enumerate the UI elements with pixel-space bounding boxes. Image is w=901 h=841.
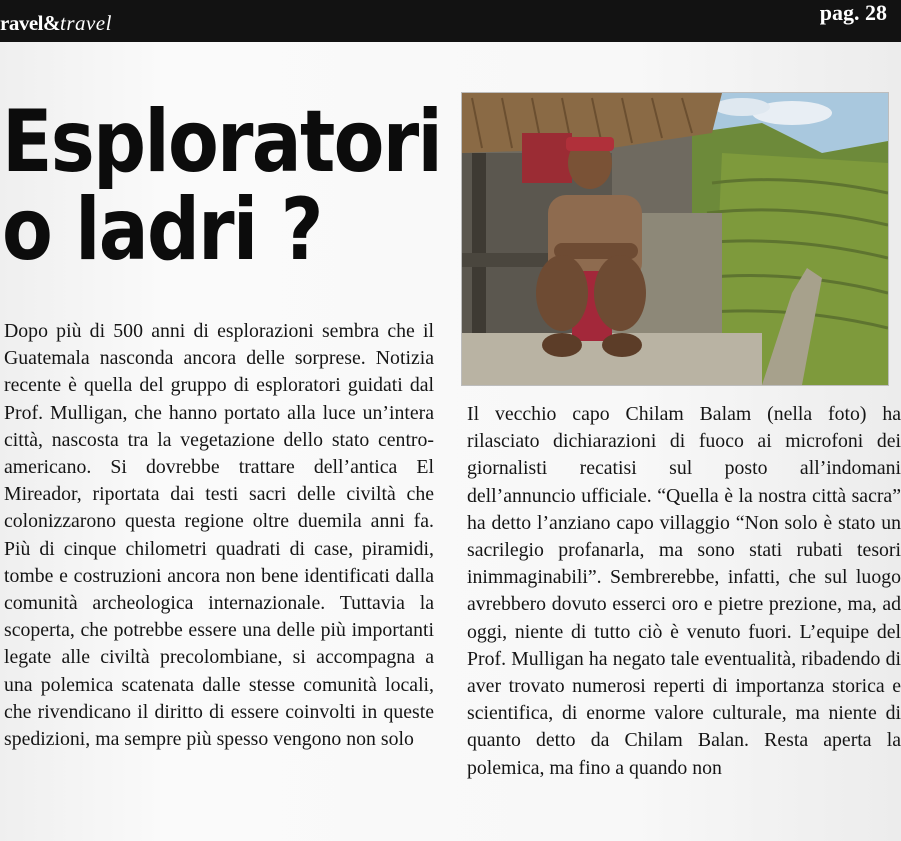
section-name-bold: ravel& <box>0 11 60 35</box>
section-name-italic: travel <box>59 11 112 35</box>
section-name <box>0 11 112 35</box>
article-photo <box>461 92 889 386</box>
headline-line-1: Esploratori <box>2 92 442 192</box>
photo-illustration <box>462 93 888 385</box>
article-column-2: Il vecchio capo Chilam Balam (nella foto) ha rilasciato dichiarazioni di fuoco ai microfoni dei giornalisti recatisi sul posto all’indomani dell’annuncio ufficiale. “Quella è la nostra città sacra” ha detto l’anziano capo villaggio “Non solo è stato un sacrilegio profanarla, ma sono stati rubati tesori inimmaginabili”. Sembrerebbe, infatti, che sul luogo avrebbero dovuto esserci oro e pietre prezione, ma, ad oggi, niente di tutto ciò è venuto fuori. L’equipe del Prof. Mulligan ha negato tale eventualità, ribadendo di aver trovato numerosi reperti di importanza storica e scientifica, di enorme valore culturale, ma niente di quanto detto da Chilam Balan. Resta aperta la polemica, ma fino a quando non <box>467 403 901 779</box>
headline-line-2: o ladri ? <box>2 180 322 280</box>
photo-headband <box>566 137 614 151</box>
article-headline <box>2 92 442 280</box>
article-column-1: Dopo più di 500 anni di esplorazioni sembra che il Guatemala nasconda ancora delle sorprese. Notizia recente è quella del gruppo di esploratori guidati dal Prof. Mulligan, che hanno portato alla luce un’intera città, nascosta tra la vegetazione dello stato centro-americano. Si dovrebbe trattare dell’antica El Mireador, riportata dai testi sacri delle civiltà che colonizzarono questa regione oltre duemila anni fa. Più di cinque chilometri quadrati di case, piramidi, tombe e costruzioni ancora non bene identificati dalla comunità archeologica internazionale. Tuttavia la scoperta, che potrebbe essere una delle più importanti legate alle civiltà precolombiane, si accompagna a una polemica scatenata dalle stesse comunità locali, che rivendicano il diritto di essere coinvolti in queste spedizioni, ma sempre più spesso vengono non solo <box>4 320 434 751</box>
page-number: pag. 28 <box>819 0 887 25</box>
page-header-bar <box>0 0 901 42</box>
